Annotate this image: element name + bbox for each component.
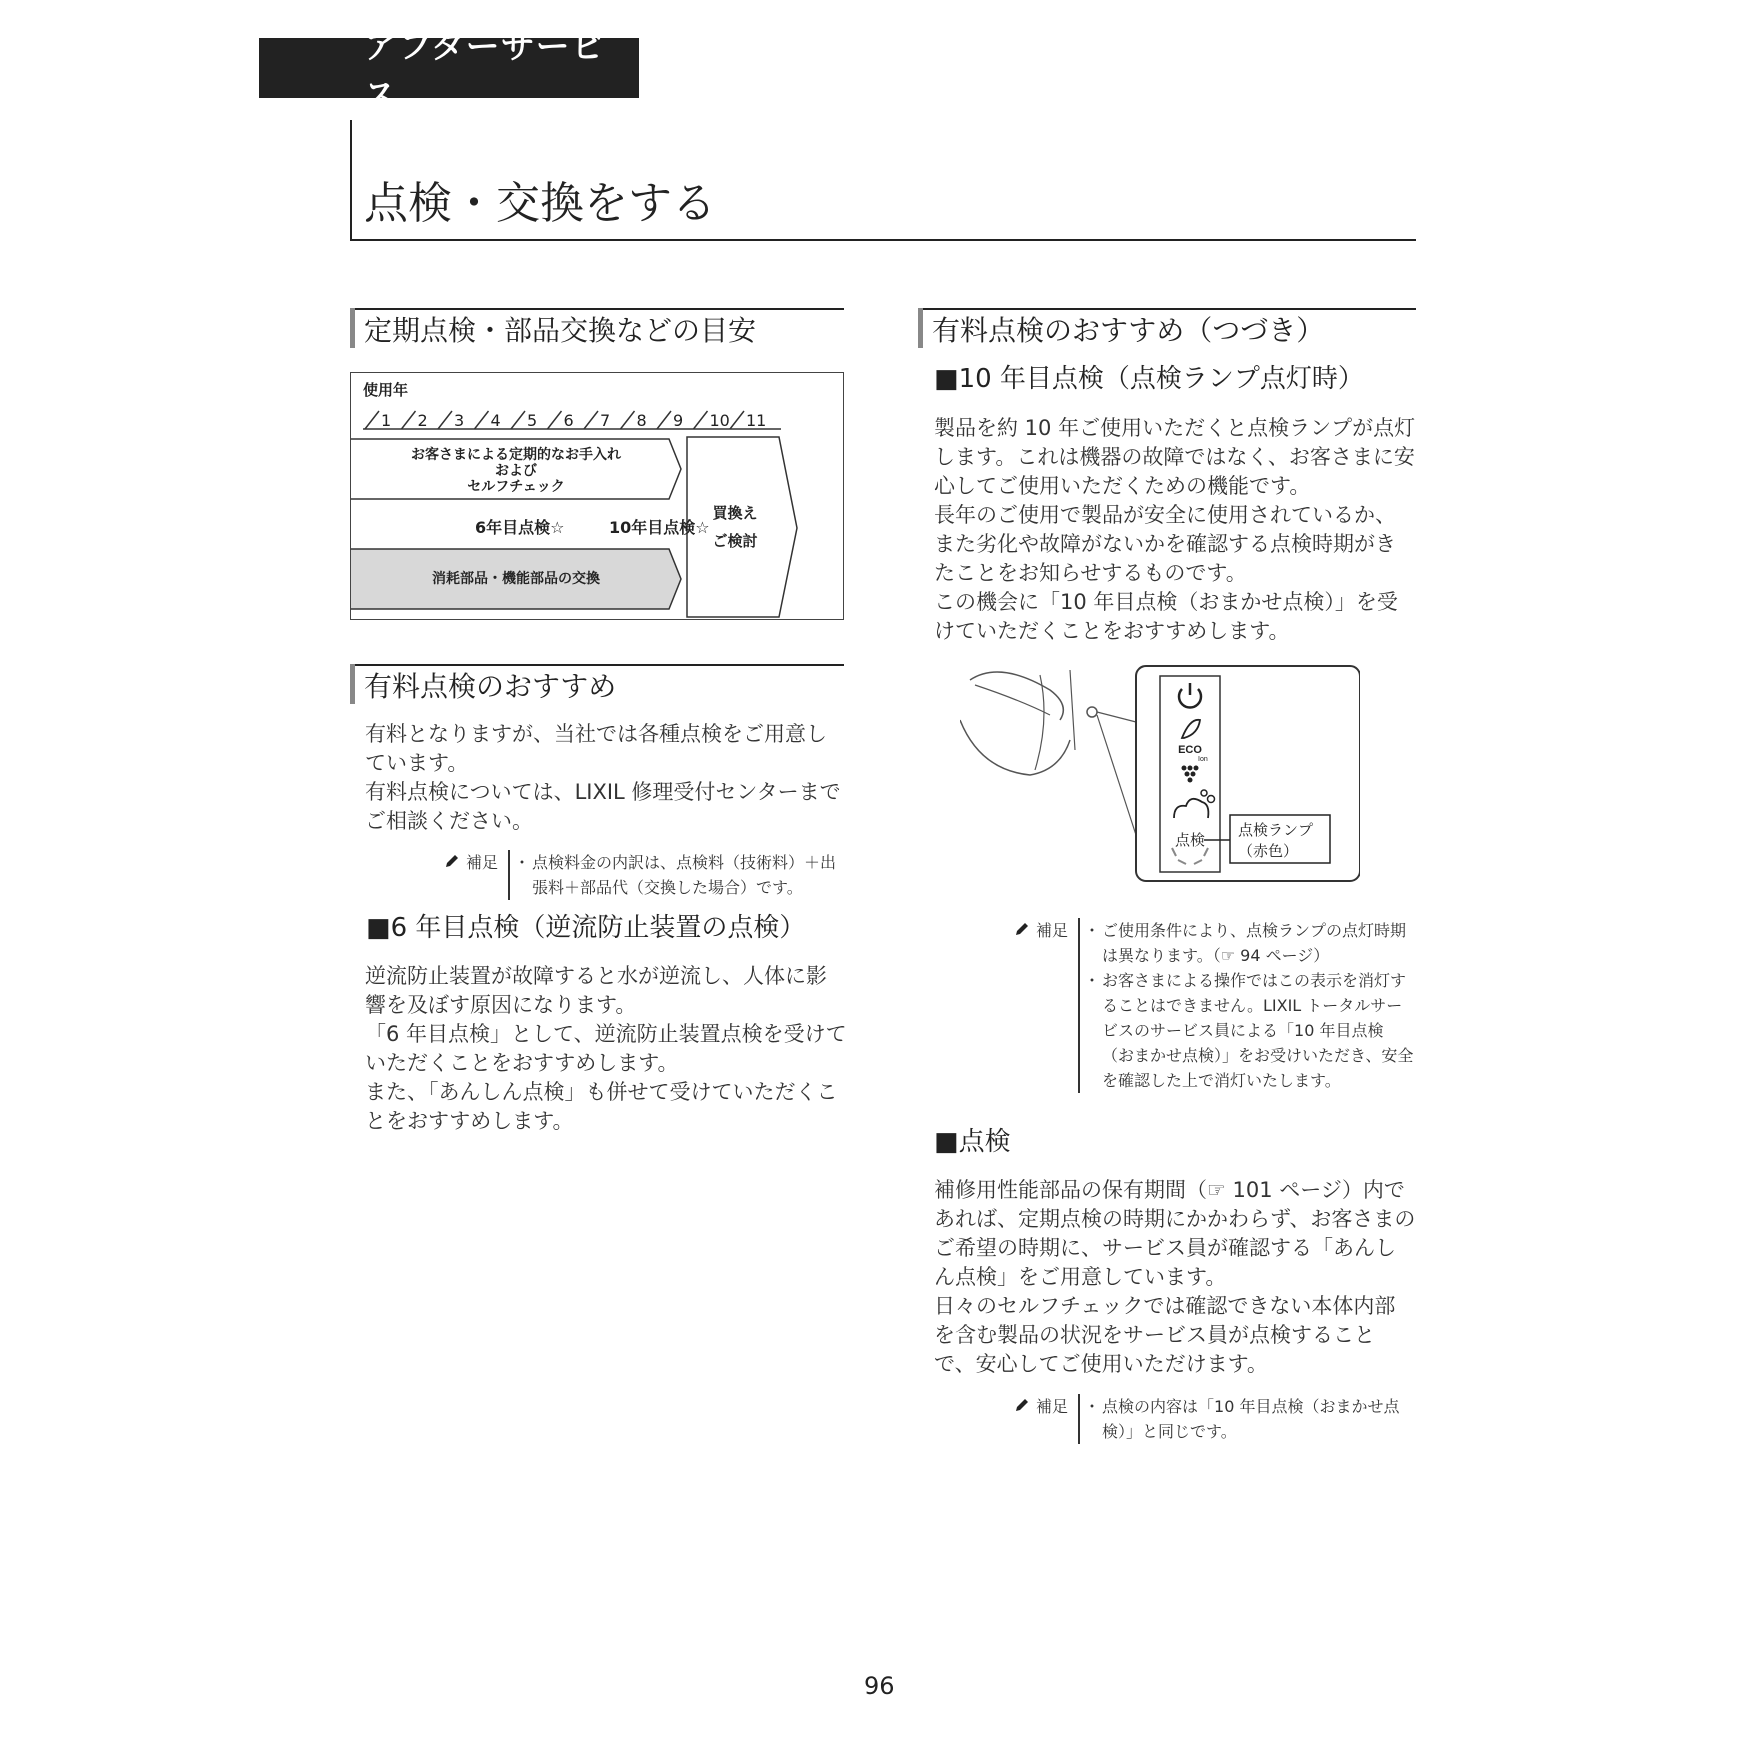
replace-line-2: ご検討 [712, 532, 758, 550]
year-tick [475, 411, 489, 429]
replace-line-1: 買換え [712, 504, 758, 522]
paragraph: 製品を約 10 年ご使用いただくと点検ランプが点灯します。これは機器の故障ではなく、お客さまに安心してご使用いただくための機能です。 [934, 416, 1416, 498]
paragraph: また、「あんしん点検」も併せて受けていただくことをおすすめします。 [365, 1080, 838, 1133]
year-tick [694, 411, 708, 429]
paragraph: 有料点検については、LIXIL 修理受付センターまでご相談ください。 [365, 780, 841, 833]
svg-text:Ion: Ion [1198, 756, 1208, 763]
section-heading-schedule [350, 308, 844, 348]
ten-year-body [934, 414, 1416, 646]
year-label: 9 [673, 411, 684, 430]
sub-heading-6-year: ■6 年目点検（逆流防止装置の点検） [366, 913, 806, 943]
year-label: 8 [636, 411, 647, 430]
year-label: 5 [527, 411, 538, 430]
section-heading-text: 有料点検のおすすめ（つづき） [932, 314, 1325, 347]
page-number: 96 [864, 1672, 895, 1700]
year-tick [621, 411, 635, 429]
note-label-text: 補足 [1036, 1397, 1069, 1416]
note-item: ・ ご使用条件により、点検ランプの点灯時期は異なります。（☞ 94 ページ） [1088, 918, 1414, 968]
note-box [1014, 1394, 1414, 1444]
note-box [444, 850, 844, 900]
pencil-icon [1014, 921, 1030, 937]
section-heading-text: 有料点検のおすすめ [364, 670, 617, 703]
maintenance-schedule-chart [350, 372, 844, 620]
care-line-3: セルフチェック [467, 479, 565, 495]
year-label: 6 [563, 411, 574, 430]
note-box [1014, 918, 1414, 1093]
pencil-icon [444, 853, 460, 869]
care-line-1: お客さまによる定期的なお手入れ [411, 447, 621, 463]
note-item: ・ 点検の内容は「10 年目点検（おまかせ点検）」と同じです。 [1088, 1394, 1414, 1444]
section-heading-paid-inspection [350, 664, 844, 704]
callout-line-1: 点検ランプ [1238, 821, 1314, 839]
year-tick [365, 411, 379, 429]
paragraph: 逆流防止装置が故障すると水が逆流し、人体に影響を及ぼす原因になります。 [365, 964, 827, 1017]
note-label [444, 850, 508, 900]
section-heading-text: 定期点検・部品交換などの目安 [364, 314, 757, 347]
eco-text: ECO [1178, 744, 1202, 756]
note-item: ・ 点検料金の内訳は、点検料（技術料）＋出張料＋部品代（交換した場合）です。 [518, 850, 844, 900]
paragraph: この機会に「10 年目点検（おまかせ点検）」を受けていただくことをおすすめします。 [934, 590, 1398, 643]
note-label [1014, 1394, 1078, 1444]
paragraph: 日々のセルフチェックでは確認できない本体内部を含む製品の状況をサービス員が点検することで、安心してご使用いただけます。 [934, 1294, 1396, 1376]
sub-heading-10-year: ■10 年目点検（点検ランプ点灯時） [934, 364, 1364, 394]
section-tab: アフターサービス [259, 38, 639, 98]
year-tick [730, 411, 744, 429]
check-10-label: 10年目点検☆ [609, 518, 710, 537]
paragraph: 長年のご使用で製品が安全に使用されているか、また劣化や故障がないかを確認する点検時期がきたことをお知らせするものです。 [934, 503, 1396, 585]
year-label: 1 [381, 411, 392, 430]
callout-line-2: （赤色） [1238, 842, 1299, 860]
note-label-text: 補足 [1036, 921, 1069, 940]
care-box-label [351, 447, 681, 495]
year-tick [657, 411, 671, 429]
year-label: 11 [746, 411, 767, 430]
year-tick [511, 411, 525, 429]
year-tick [402, 411, 416, 429]
title-rule-vertical [350, 120, 352, 240]
control-panel-illustration [960, 660, 1360, 885]
care-line-2: および [495, 463, 537, 479]
year-label: 10 [709, 411, 730, 430]
inspection-body [934, 1176, 1416, 1379]
years-label: 使用年 [363, 381, 409, 399]
year-tick [548, 411, 562, 429]
lamp-text: 点検 [1174, 831, 1206, 849]
year-label: 4 [490, 411, 501, 430]
parts-box-label: 消耗部品・機能部品の交換 [432, 571, 600, 587]
section-heading-paid-inspection-continued [918, 308, 1416, 348]
paragraph: 「6 年目点検」として、逆流防止装置点検を受けていただくことをおすすめします。 [365, 1022, 847, 1075]
paid-inspection-body [365, 720, 847, 836]
year-tick [584, 411, 598, 429]
six-year-body [365, 962, 847, 1136]
replace-box-label [703, 499, 767, 555]
note-label [1014, 918, 1078, 1093]
year-tick [438, 411, 452, 429]
sub-heading-inspection: ■点検 [934, 1127, 1011, 1157]
paragraph: 補修用性能部品の保有期間（☞ 101 ページ）内であれば、定期点検の時期にかかわらず、お客さまのご希望の時期に、サービス員が確認する「あんしん点検」をご用意しています。 [934, 1178, 1416, 1289]
year-label: 7 [600, 411, 611, 430]
title-rule-horizontal [350, 239, 1416, 241]
control-panel-figure [960, 660, 1360, 885]
paragraph: 有料となりますが、当社では各種点検をご用意しています。 [365, 722, 827, 775]
check-6-label: 6年目点検☆ [475, 518, 565, 537]
year-label: 3 [454, 411, 465, 430]
pencil-icon [1014, 1397, 1030, 1413]
note-item: ・ お客さまによる操作ではこの表示を消灯することはできません。LIXIL トータルサービスのサービス員による「10 年目点検（おまかせ点検）」をお受けいただき、安全を確認した上で消灯いたします。 [1088, 968, 1414, 1093]
year-label: 2 [417, 411, 428, 430]
note-label-text: 補足 [466, 853, 499, 872]
page-title: 点検・交換をする [364, 178, 716, 229]
